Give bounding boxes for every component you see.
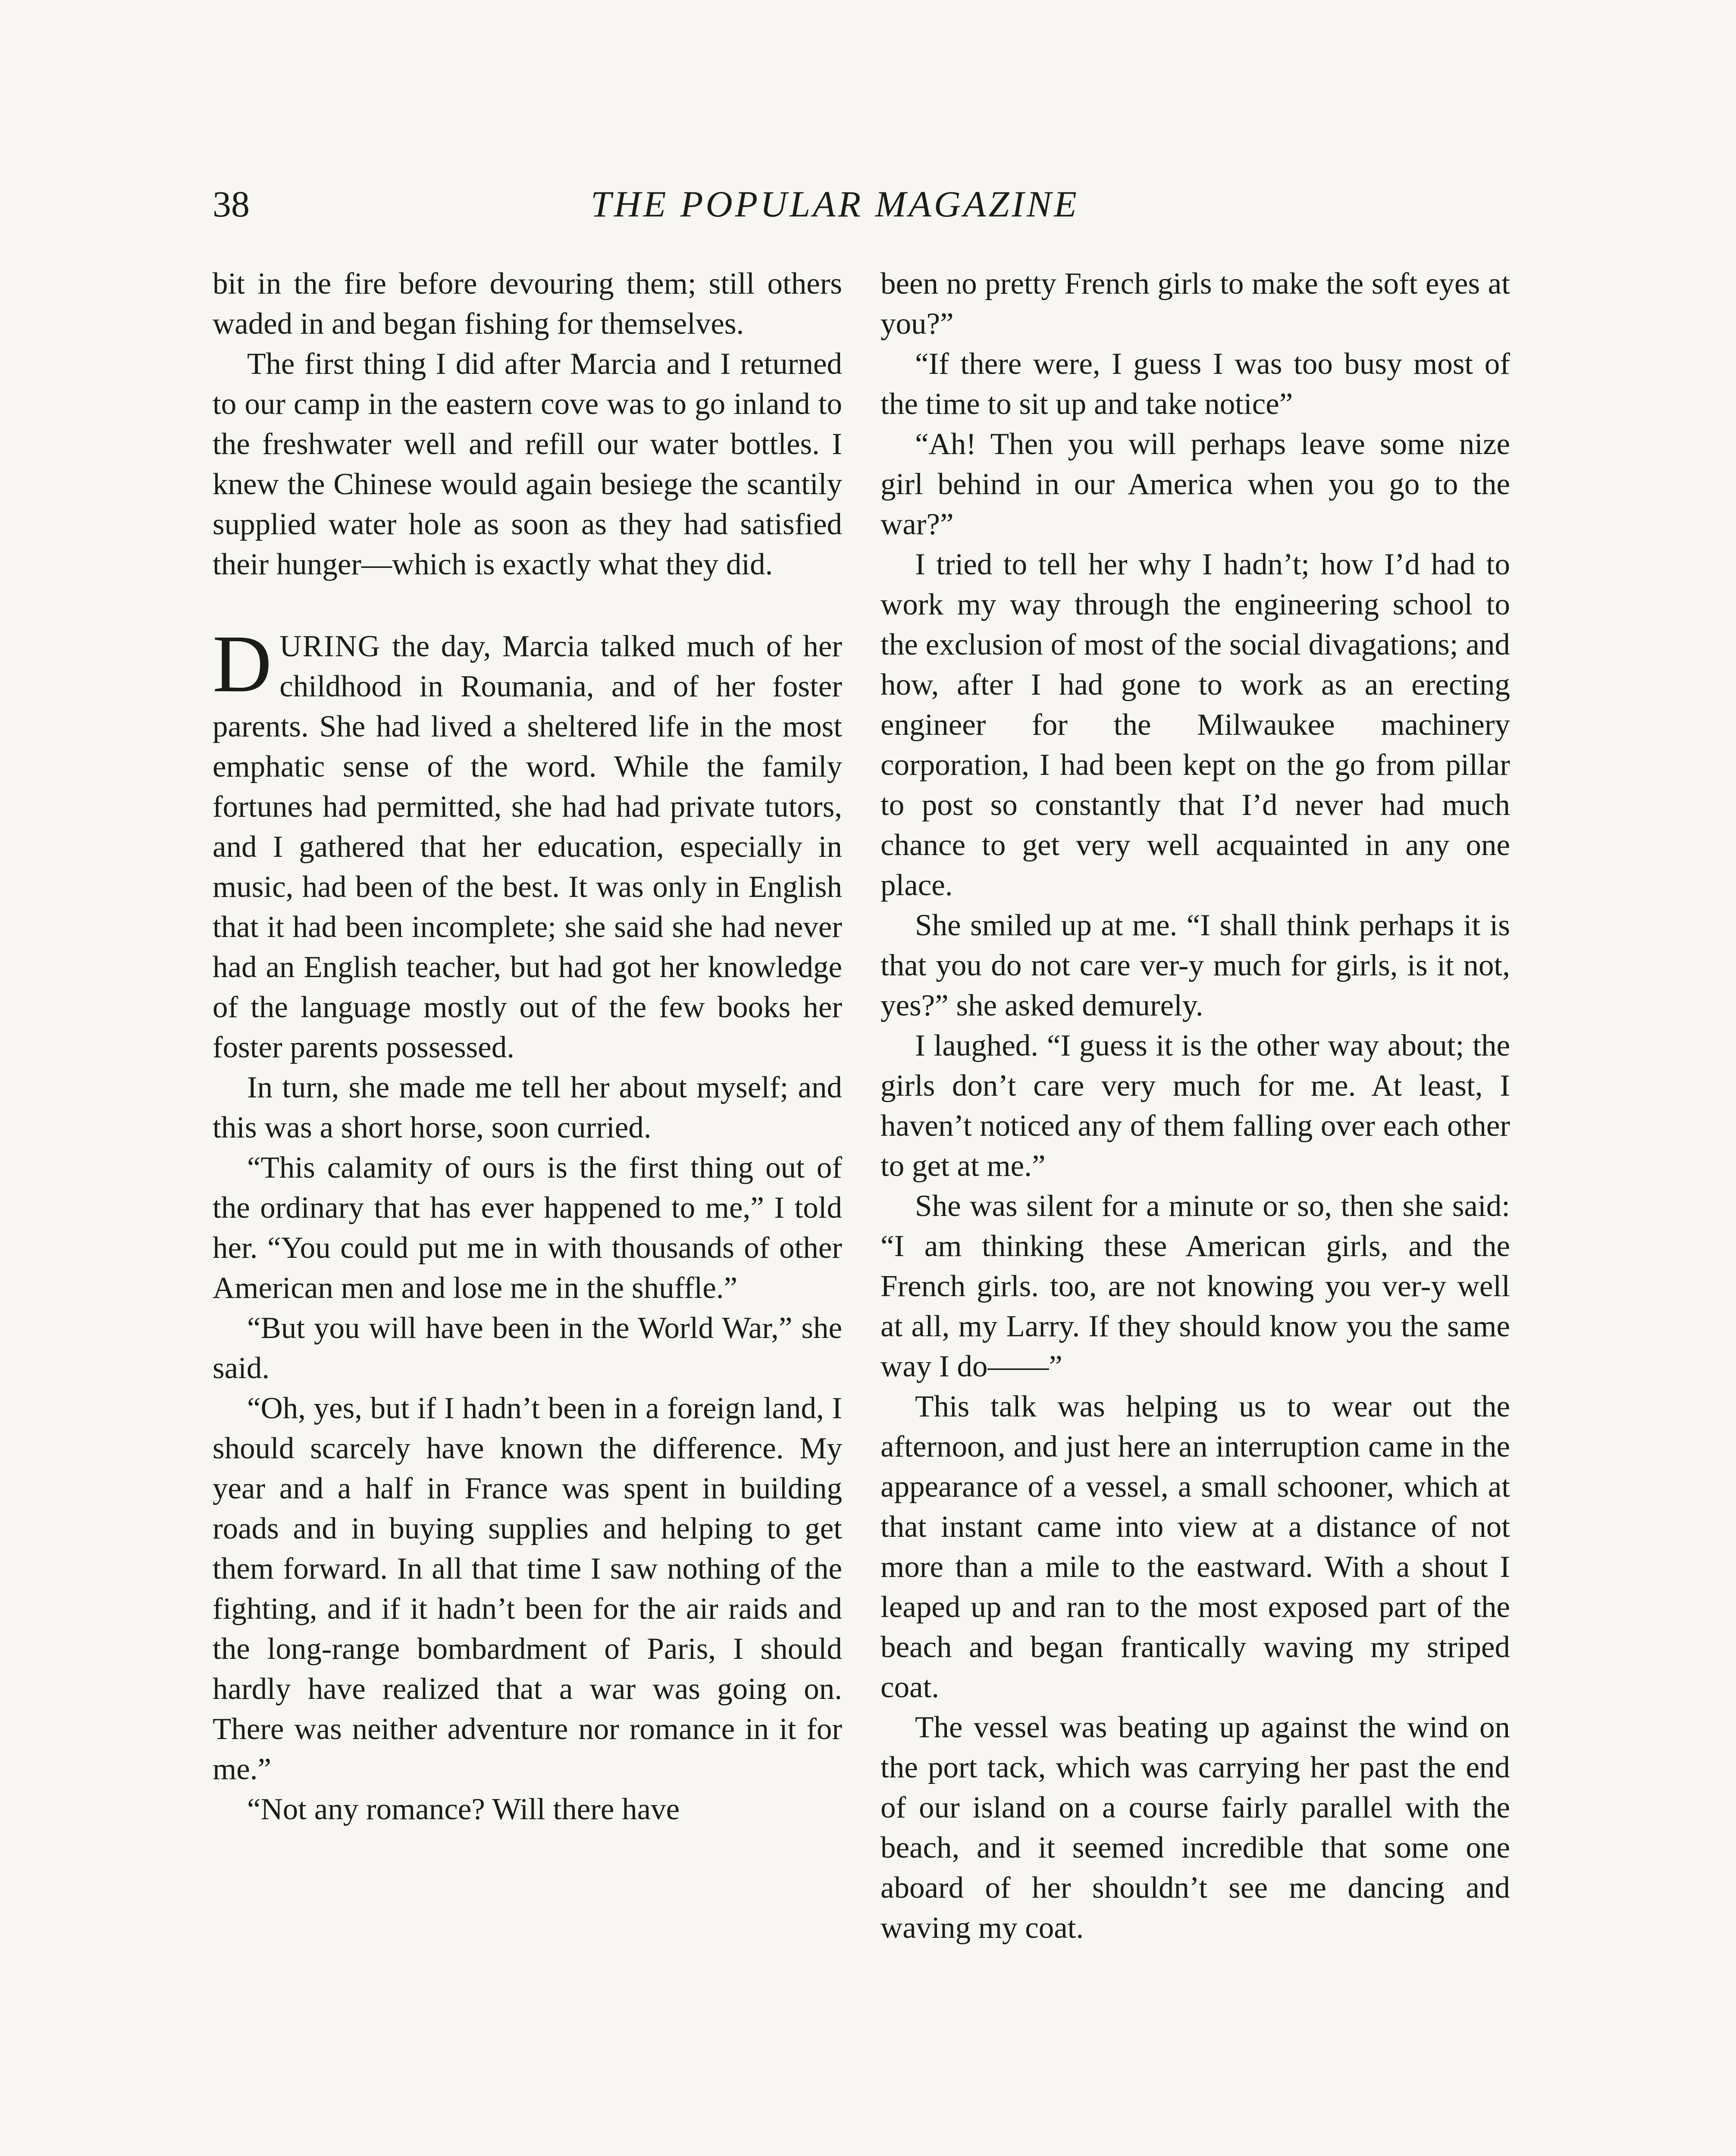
page-number: 38 (213, 183, 250, 225)
paragraph: This talk was helping us to wear out the afternoon, and just here an interruption came in the appearance of a vessel, a small schooner, which at that instant came into view at a distance of not more than a mile to the eastward. With a shout I leaped up and ran to the most exposed part of the beach and began frantically waving my striped coat. (881, 1390, 1510, 1704)
paragraph: “Oh, yes, but if I hadn’t been in a foreign land, I should scarcely have known the difference. My year and a half in France was spent in building roads and in buying supplies and helping to get them forward. In all that time I saw nothing of the fighting, and if it hadn’t been for the air raids and the long-range bombardment of Paris, I should hardly have realized that a war was going on. There was neither adventure nor romance in it for me.” (213, 1391, 842, 1786)
paragraph: “Ah! Then you will perhaps leave some nize girl behind in our America when you go to the war?” (881, 427, 1510, 541)
left-column (213, 264, 842, 1830)
paragraph: She was silent for a minute or so, then she said: “I am thinking these American girls, and the French girls. too, are not knowing you ver-y well at all, my Larry. If they should know you the same way I do——” (881, 1189, 1510, 1383)
section-break (213, 585, 842, 627)
paragraph: “Not any romance? Will there have (247, 1792, 680, 1826)
running-head: THE POPULAR MAGAZINE (591, 183, 1079, 225)
paragraph: I tried to tell her why I hadn’t; how I’d had to work my way through the engineering school to the exclusion of most of the social divagations; and how, after I had gone to work as an erecting engineer for the Milwaukee machinery corporation, I had been kept on the go from pillar to post so constantly that I’d never had much chance to get very well acquainted in any one place. (881, 548, 1510, 902)
paragraph: been no pretty French girls to make the soft eyes at you?” (881, 267, 1510, 341)
paragraph: The vessel was beating up against the wind on the port tack, which was carrying her past the end of our island on a course fairly parallel with the beach, and it seemed incredible that some one aboard of her shouldn’t see me dancing and waving my coat. (881, 1711, 1510, 1945)
paragraph: In turn, she made me tell her about myself; and this was a short horse, soon curried. (213, 1071, 842, 1144)
drop-cap-paragraph (213, 619, 842, 1068)
right-column (881, 264, 1510, 1948)
drop-cap-paragraph-text: the day, Marcia talked much of her childhood in Roumania, and of her foster parents. She had lived a sheltered life in the most emphatic sense of the word. While the family fortunes had permitted, she had had private tutors, and I gathered that her education, especially in music, had been of the best. It was only in English that it had been incomplete; she said she had never had an English teacher, but had got her knowledge of the language mostly out of the few books her foster parents possessed. (213, 630, 842, 1064)
drop-cap: D (213, 619, 272, 709)
paragraph: I laughed. “I guess it is the other way about; the girls don’t care very much for me. At least, I haven’t noticed any of them falling over each other to get at me.” (881, 1029, 1510, 1183)
paragraph: She smiled up at me. “I shall think perhaps it is that you do not care ver-y much for girls, is it not, yes?” she asked demurely. (881, 909, 1510, 1022)
paragraph: “This calamity of ours is the first thing out of the ordinary that has ever happened to me,” I told her. “You could put me in with thousands of other American men and lose me in the shuffle.” (213, 1151, 842, 1305)
paragraph: The first thing I did after Marcia and I returned to our camp in the eastern cove was to go inland to the freshwater well and refill our water bottles. I knew the Chinese would again besiege the scantily supplied water hole as soon as they had satisfied their hunger—which is exactly what they did. (213, 347, 842, 581)
drop-cap-lead-word: URING (279, 630, 381, 663)
paragraph: “But you will have been in the World War,” she said. (213, 1311, 842, 1385)
paragraph: bit in the fire before devouring them; still others waded in and began fishing for themselves. (213, 267, 842, 341)
paragraph: “If there were, I guess I was too busy most of the time to sit up and take notice” (881, 347, 1510, 421)
